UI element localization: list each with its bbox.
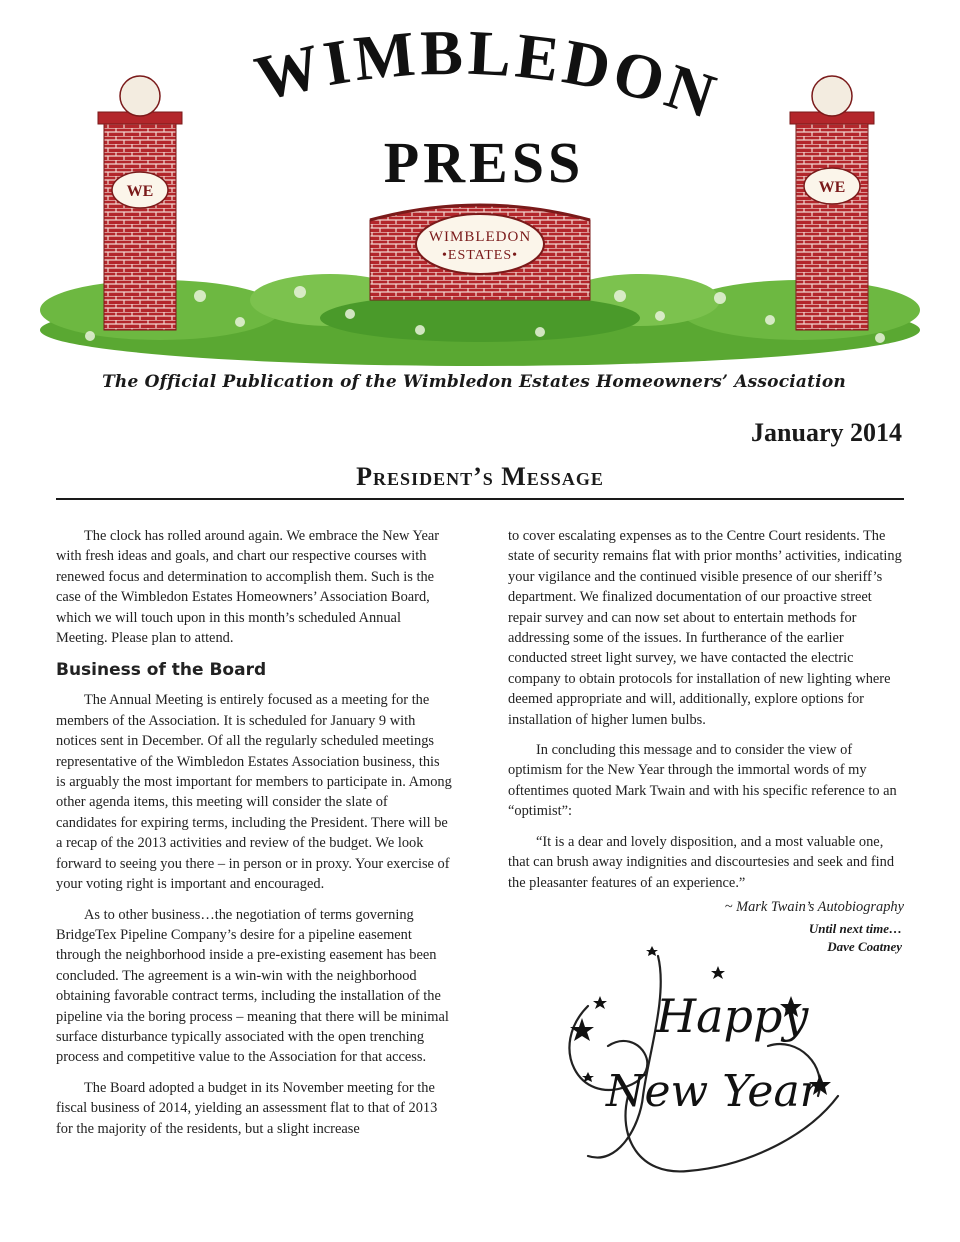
article-paragraph: In concluding this message and to consider the view of optimism for the New Year through the immortal words of my oftentimes quoted Mark Twain and with his specific reference to an “optimist”: — [508, 742, 897, 820]
graphic-word-new-year: New Year — [606, 1066, 821, 1117]
article-subhead: Business of the Board — [56, 660, 267, 681]
article-intro: The clock has rolled around again. We embrace the New Year with fresh ideas and goals, and chart our respective courses with renewed focus and determination to accomplish them. Such is the case of the Wimbledon Estates Homeowners’ Association Board, which we will touch upon in this month’s scheduled Annual Meeting. Please plan to attend. — [56, 528, 440, 647]
entrance-sign — [370, 205, 590, 300]
right-pillar-logo: WE — [818, 179, 846, 196]
masthead — [0, 0, 960, 400]
masthead-title-line-2: PRESS — [383, 130, 585, 195]
article-quote: “It is a dear and lovely disposition, and a most valuable one, that can brush away indignities and discourtesies and seek and find the pleasanter features of an experience.” — [508, 833, 895, 891]
graphic-word-happy: Happy — [656, 989, 809, 1043]
article-paragraph-continued: to cover escalating expenses as to the Centre Court residents. The state of security remains flat with prior months’ activities, indicating your vigilance and the continued visible presence of our sheriff’s department. We finalized documentation of our proactive street repair survey and can now set about to entertain methods for addressing some of the issues. In furtherance of the earlier conducted street light survey, we have contacted the electric company to obtain protocols for installation of new lighting where deemed appropriate and will, additionally, explore options for installation of higher lumen bulbs. — [508, 528, 902, 728]
left-pillar — [98, 76, 182, 330]
sign-line-2: •ESTATES• — [441, 248, 519, 263]
right-pillar — [790, 76, 874, 330]
masthead-subtitle: The Official Publication of the Wimbledon Estates Homeowners’ Association — [102, 372, 846, 392]
article-paragraph: As to other business…the negotiation of terms governing BridgeTex Pipeline Company’s desire for a pipeline easement through the neighborhood inside a pre-existing easement has been concluded. The agreement is a win-win with the neighborhood obtaining favorable contract terms, including the installation of the pipeline via the boring process – meaning that there will be minimal surface disturbance typically associated with the open trenching process and competitive value to the Association for that access. — [56, 906, 449, 1066]
section-divider — [56, 498, 904, 500]
masthead-illustration — [0, 0, 960, 380]
article-column-left — [56, 526, 452, 1149]
signoff-author: Dave Coatney — [827, 939, 902, 954]
article-paragraph: The Board adopted a budget in its November meeting for the fiscal business of 2014, yielding an assessment flat to that of 2013 for the majority of the residents, but a slight increase — [56, 1079, 438, 1137]
article-column-right — [508, 526, 904, 929]
quote-attribution: ~ Mark Twain’s Autobiography — [724, 898, 904, 915]
left-pillar-logo: WE — [126, 183, 154, 200]
issue-date: January 2014 — [751, 418, 902, 447]
section-title: President’s Message — [356, 462, 604, 491]
sign-line-1: WIMBLEDON — [428, 229, 532, 245]
signoff-line: Until next time… — [808, 921, 902, 936]
article-paragraph: The Annual Meeting is entirely focused as a meeting for the members of the Association. It is scheduled for January 9 with notices sent in December. Of all the regularly scheduled meetings representative of the Wimbledon Estates Association business, this is arguably the most important for members to participate in. Among other agenda items, this meeting will consider the slate of candidates for expiring terms, including the President. There will be a recap of the 2013 activities and review of the budget. We look forward to seeing you there – in person or in proxy. Your exercise of your voting right is important and encouraged. — [56, 692, 452, 893]
masthead-title-line-1: WIMBLEDON — [248, 16, 728, 134]
happy-new-year-graphic — [548, 936, 848, 1186]
